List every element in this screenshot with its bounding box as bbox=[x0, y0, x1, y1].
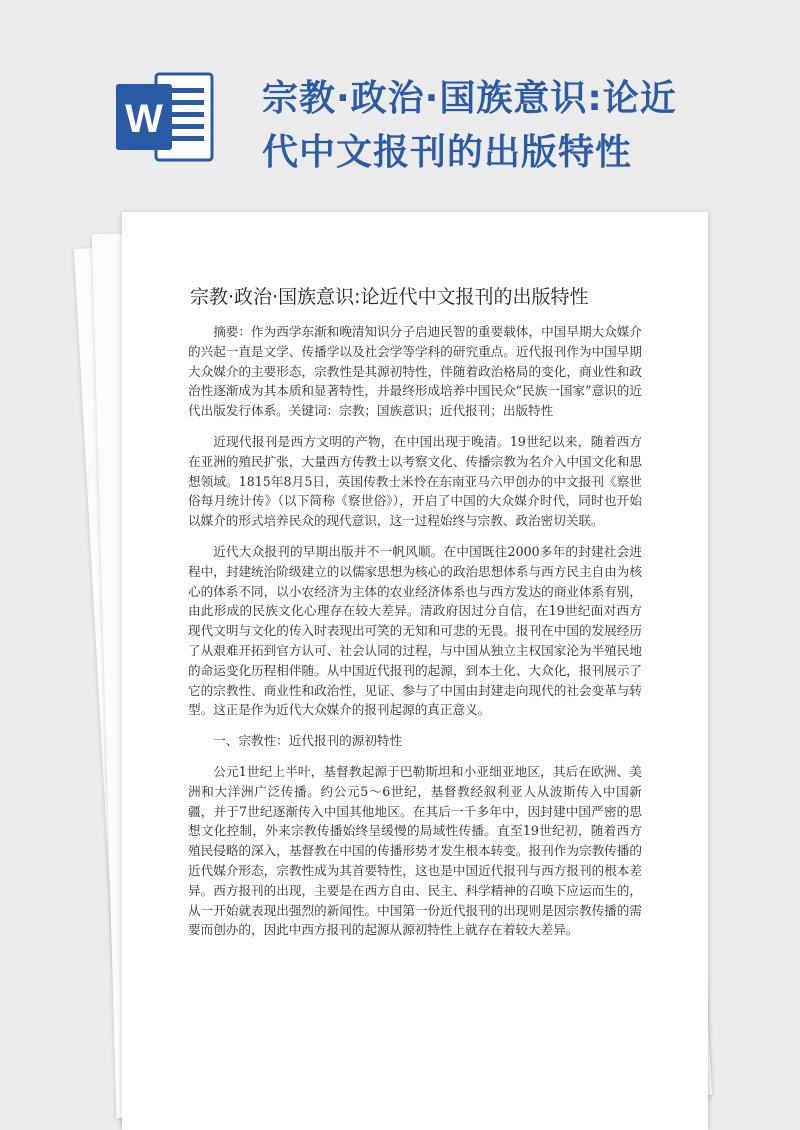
document-body bbox=[188, 322, 642, 951]
document-title: 宗教·政治·国族意识:论近代中文报刊的出版特性 bbox=[190, 286, 589, 308]
word-document-icon bbox=[112, 70, 216, 164]
document-page bbox=[122, 212, 708, 1130]
abstract-paragraph: 摘要：作为西学东渐和晚清知识分子启迪民智的重要载体，中国早期大众媒介的兴起一直是文学、传播学以及社会学等学科的研究重点。近代报刊作为中国早期大众媒介的主要形态，宗教性是其源初特性，伴随着政治格局的变化，商业性和政治性逐渐成为其本质和显著特性，并最终形成培养中国民众“民族一国家”意识的近代出版发行体系。关键词：宗教；国族意识；近代报刊；出版特性 bbox=[188, 324, 642, 419]
body-paragraph: 公元1世纪上半叶，基督教起源于巴勒斯坦和小亚细亚地区，其后在欧洲、美洲和大洋洲广泛传播。约公元5～6世纪，基督教经叙利亚人从波斯传入中国新疆，并于7世纪逐渐传入中国其他地区。在其后一千多年中，因封建中国严密的思想文化控制，外来宗教传播始终呈缓慢的局域性传播。直至19世纪初，随着西方殖民侵略的深入，基督教在中国的传播形势才发生根本转变。报刊作为宗教传播的近代媒介形态，宗教性成为其首要特性，这也是中国近代报刊与西方报刊的根本差异。西方报刊的出现，主要是在西方自由、民主、科学精神的召唤下应运而生的，从一开始就表现出强烈的新闻性。中国第一份近代报刊的出现则是因宗教传播的需要而创办的，因此中西方报刊的起源从源初特性上就存在着较大差异。 bbox=[188, 763, 642, 938]
word-icon-letter: W bbox=[125, 97, 163, 141]
section-heading: 一、宗教性：近代报刊的源初特性 bbox=[213, 733, 403, 749]
body-paragraph: 近代大众报刊的早期出版并不一帆风顺。在中国既往2000多年的封建社会进程中，封建统治阶级建立的以儒家思想为核心的政治思想体系与西方民主自由为核心的体系不同，以小农经济为主体的农业经济体系也与西方发达的商业体系有别，由此形成的民族文化心理存在较大差异。清政府因过分自信，在19世纪面对西方现代文明与文化的传入时表现出可笑的无知和可悲的无畏。报刊在中国的发展经历了从艰难开拓到官方认可、社会认同的过程，与中国从独立主权国家沦为半殖民地的命运变化历程相伴随。从中国近代报刊的起源，到本土化、大众化，报刊展示了它的宗教性、商业性和政治性，见证、参与了中国由封建走向现代的社会变革与转型。这正是作为近代大众媒介的报刊起源的真正意义。 bbox=[188, 543, 642, 718]
body-paragraph: 近现代报刊是西方文明的产物，在中国出现于晚清。19世纪以来，随着西方在亚洲的殖民扩张，大量西方传教士以考察文化、传播宗教为名介入中国文化和思想领域。1815年8月5日，英国传教士米怜在东南亚马六甲创办的中文报刊《察世俗每月统计传》（以下简称《察世俗》），开启了中国的大众媒介时代，同时也开始以媒介的形式培养民众的现代意识，这一过程始终与宗教、政治密切关联。 bbox=[188, 433, 642, 529]
header-title: 宗教·政治·国族意识:论近代中文报刊的出版特性 bbox=[262, 78, 677, 173]
